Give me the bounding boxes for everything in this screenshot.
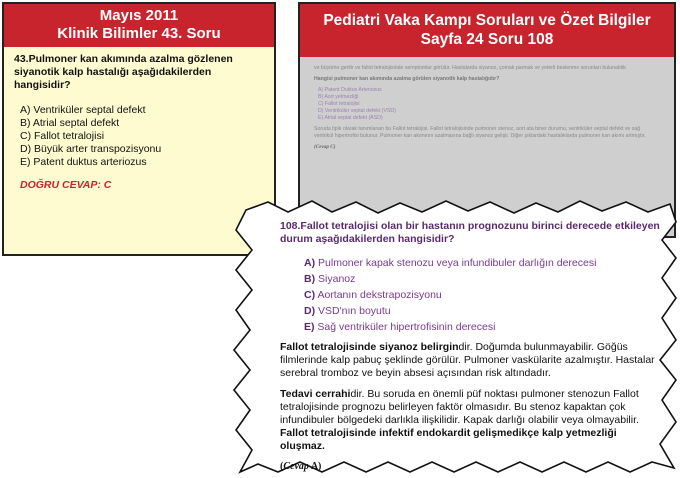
torn-question-text: 108.Fallot tetralojisi olan bir hastanın prognozunu birinci derecede etkileyen durum aşağıdakilerden hangisidir? <box>280 220 660 245</box>
torn-explanation-paragraph-2 <box>280 388 660 453</box>
torn-option-e-label: E) <box>304 321 315 333</box>
faded-book-page <box>300 57 674 151</box>
left-option-b: B) Atrial septal defekt <box>20 117 120 129</box>
torn-cevap-prefix: ( <box>280 461 284 472</box>
torn-cevap <box>280 461 660 472</box>
left-card-header <box>4 4 274 47</box>
right-card-title-line2: Sayfa 24 Soru 108 <box>420 31 554 48</box>
torn-option-d <box>304 303 660 319</box>
torn-option-c-label: C) <box>304 289 316 301</box>
torn-para2-bold-end: Fallot tetralojisinde infektif endokardit gelişmedikçe kalp yetmezliği oluşmaz. <box>280 427 617 452</box>
right-card-header <box>300 4 674 57</box>
torn-option-a <box>304 255 660 271</box>
left-correct-answer: DOĞRU CEVAP: C <box>20 179 112 191</box>
faded-cevap: (Cevap C) <box>314 144 336 150</box>
left-options-list <box>20 104 264 169</box>
faded-paragraph: Soruda tipik olarak tanımlanan bu Fallot tetralojisi. Fallot tetralojisinde pulmoner stenoz, aort ata biner durumu, ventriküler septal defekt ve sağ ventrikül hipertrofisi bulunur. Pulmoner kan akımının azalmasına bağlı siyanoz gelişir. Diğer şıklardaki hastalıklarda pulmoner kan akımı artmıştır. <box>314 126 646 139</box>
torn-panel-content <box>280 220 660 472</box>
torn-para1-bold: Fallot tetralojisinde siyanoz belirgin <box>280 341 459 353</box>
torn-options-list <box>304 255 660 335</box>
left-question-text: 43.Pulmoner kan akımında azalma gözlenen siyanotik kalp hastalığı aşağıdakilerden hangisidir? <box>14 53 233 91</box>
torn-option-a-text: Pulmoner kapak stenozu veya infundibuler darlığın derecesi <box>318 257 597 269</box>
faded-option-d: D) Ventriküler septal defekt (VSD) <box>318 108 396 114</box>
torn-cevap-suffix: A) <box>308 461 322 472</box>
left-option-e: E) Patent duktus arteriozus <box>20 156 147 168</box>
torn-cevap-word: Cevap <box>283 461 309 472</box>
faded-option-e: E) Atrial septal defekt (ASD) <box>318 115 383 121</box>
faded-option-a: A) Patent Duktus Arteriozus <box>318 87 382 93</box>
torn-option-d-label: D) <box>304 305 316 317</box>
left-option-d: D) Büyük arter transpozisyonu <box>20 143 162 155</box>
torn-para2-rest: dir. Bu soruda en önemli püf noktası pulmoner stenozun Fallot tetralojisinde prognozu belirleyen faktör olmasıdır. Bu stenoz kapaktan çok infundibuler bölgedeki darlıkla ilişkilidir. Kapak darlığı olabilir veya olmayabilir. <box>280 388 639 426</box>
faded-intro: ve büyüme gerilir ve fallot tetralojisinde semptomlar görülür. Hastalarda siyanoz, çomak parmak ve yeterli beslenme sorunları bulunabilir. <box>314 65 628 71</box>
left-card-title-line1: Mayıs 2011 <box>99 7 179 24</box>
left-option-a: A) Ventriküler septal defekt <box>20 104 146 116</box>
torn-option-c-text: Aortanın dekstrapozisyonu <box>317 289 442 301</box>
right-card-title-line1: Pediatri Vaka Kampı Soruları ve Özet Bilgiler <box>323 12 651 29</box>
torn-option-d-text: VSD'nın boyutu <box>318 305 391 317</box>
torn-option-b <box>304 271 660 287</box>
faded-option-c: C) Fallot tetralojisi <box>318 101 360 107</box>
left-card-title-line2: Klinik Bilimler 43. Soru <box>57 25 221 42</box>
torn-option-b-text: Siyanoz <box>318 273 356 285</box>
faded-option-b: B) Aort yetmezliği <box>318 94 359 100</box>
torn-para2-bold: Tedavi cerrahi <box>280 388 351 400</box>
torn-paper-panel <box>228 200 678 476</box>
torn-option-a-label: A) <box>304 257 316 269</box>
torn-option-e-text: Sağ ventriküler hipertrofisinin derecesi <box>317 321 496 333</box>
torn-option-e <box>304 319 660 335</box>
left-option-c: C) Fallot tetralojisi <box>20 130 105 142</box>
torn-para1-rest: dir. Doğumda bulunmayabilir. Göğüs filmlerinde kalp pabuç şeklinde görülür. Pulmoner vaskülarite azalmıştır. Hastalar serebral tromboz ve beyin absesi açısından risk altındadır. <box>280 341 655 379</box>
torn-option-c <box>304 287 660 303</box>
torn-explanation-paragraph-1 <box>280 341 660 380</box>
faded-question: Hangisi pulmoner kan akımında azalma görülen siyanotik kalp hastalığıdır? <box>314 76 500 82</box>
torn-option-b-label: B) <box>304 273 316 285</box>
